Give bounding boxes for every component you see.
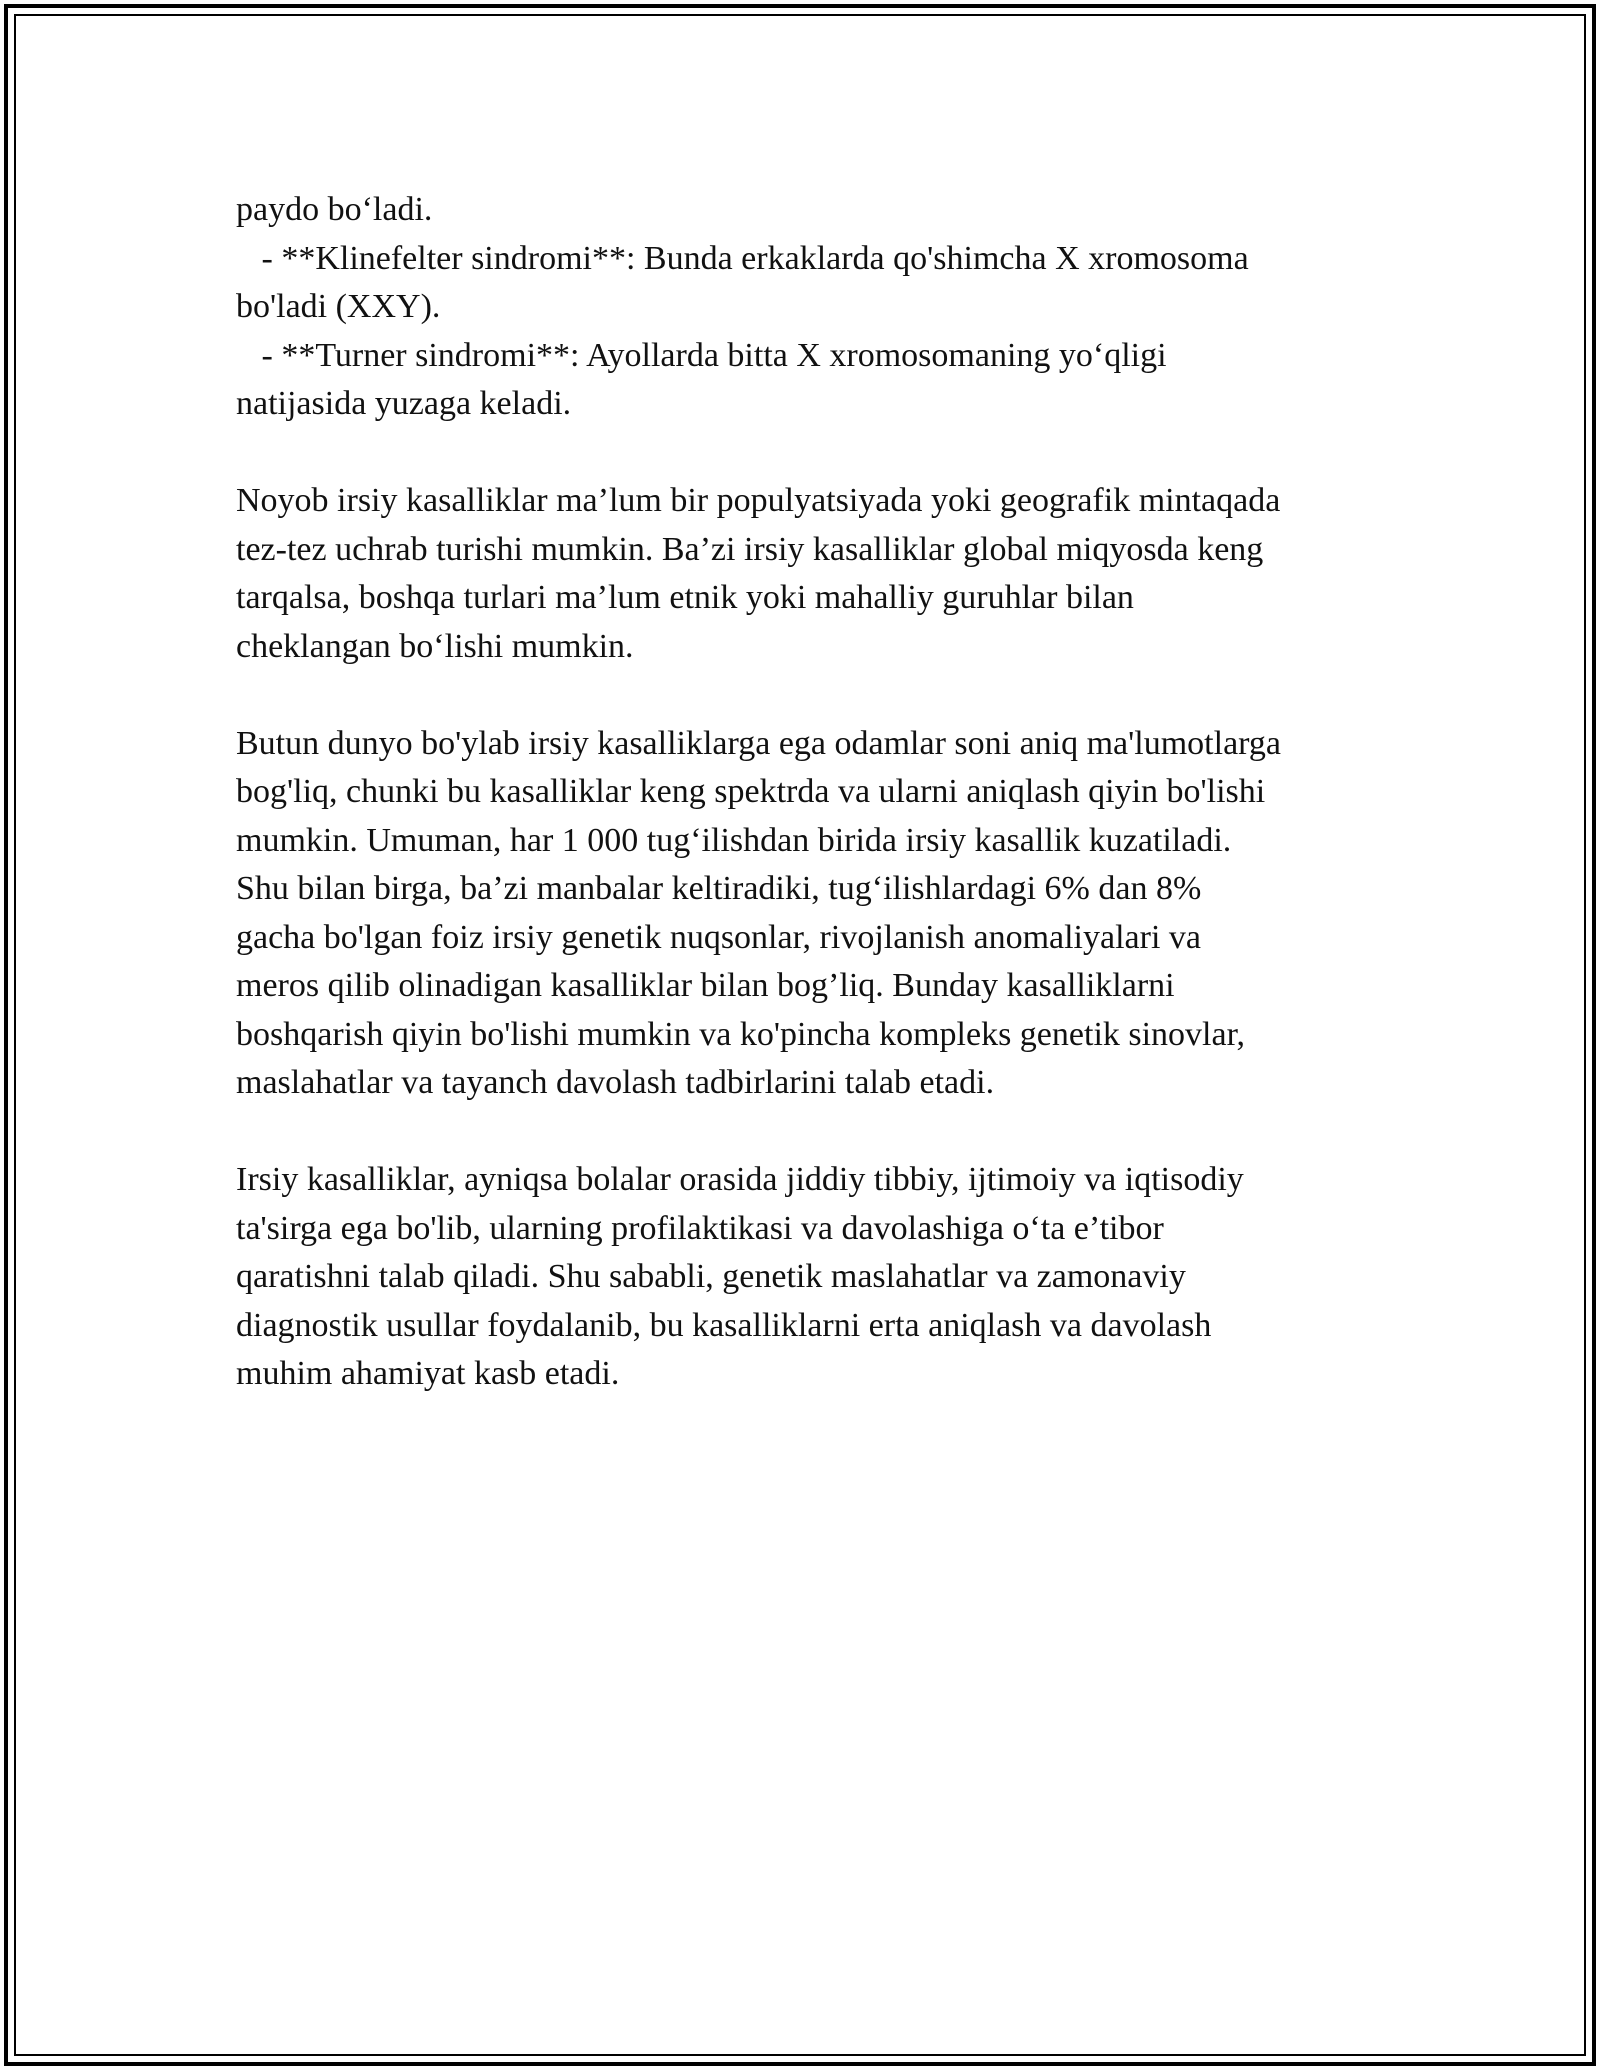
text-line: - **Klinefelter sindromi**: Bunda erkaklarda qo'shimcha X xromosoma <box>236 239 1249 277</box>
text-line: diagnostik usullar foydalanib, bu kasalliklarni erta aniqlash va davolash <box>236 1306 1212 1344</box>
text-line: Noyob irsiy kasalliklar ma’lum bir populyatsiyada yoki geografik mintaqada <box>236 482 1281 519</box>
text-line: muhim ahamiyat kasb etadi. <box>236 1355 620 1392</box>
text-line: paydo bo‘ladi. <box>236 191 433 228</box>
continuation-text <box>236 186 1396 235</box>
document-body <box>236 186 1396 1399</box>
text-line: gacha bo'lgan foiz irsiy genetik nuqsonlar, rivojlanish anomaliyalari va <box>236 918 1201 956</box>
paragraph-spacer <box>236 1108 1396 1157</box>
text-line: mumkin. Umuman, har 1 000 tug‘ilishdan birida irsiy kasallik kuzatiladi. <box>236 821 1232 859</box>
text-line: Irsiy kasalliklar, ayniqsa bolalar orasida jiddiy tibbiy, ijtimoiy va iqtisodiy <box>236 1161 1244 1198</box>
text-line: cheklangan bo‘lishi mumkin. <box>236 627 634 665</box>
paragraph-rare-diseases <box>236 477 1396 671</box>
text-line: bo'ladi (XXY). <box>236 288 441 325</box>
text-line: ta'sirga ega bo'lib, ularning profilaktikasi va davolashiga o‘ta e’tibor <box>236 1209 1164 1247</box>
text-line: bog'liq, chunki bu kasalliklar keng spektrda va ularni aniqlash qiyin bo'lishi <box>236 773 1266 810</box>
list-item-turner <box>236 332 1396 429</box>
paragraph-spacer <box>236 671 1396 720</box>
text-line: qaratishni talab qiladi. Shu sababli, genetik maslahatlar va zamonaviy <box>236 1258 1186 1295</box>
text-line: - **Turner sindromi**: Ayollarda bitta X xromosomaning yo‘qligi <box>236 336 1167 374</box>
text-line: tarqalsa, boshqa turlari ma’lum etnik yoki mahalliy guruhlar bilan <box>236 579 1134 616</box>
text-line: maslahatlar va tayanch davolash tadbirlarini talab etadi. <box>236 1064 995 1101</box>
text-line: Butun dunyo bo'ylab irsiy kasalliklarga ega odamlar soni aniq ma'lumotlarga <box>236 724 1281 762</box>
paragraph-impact <box>236 1156 1396 1399</box>
text-line: natijasida yuzaga keladi. <box>236 385 572 422</box>
paragraph-prevalence <box>236 720 1396 1108</box>
text-line: Shu bilan birga, ba’zi manbalar keltiradiki, tug‘ilishlardagi 6% dan 8% <box>236 870 1202 907</box>
paragraph-spacer <box>236 429 1396 478</box>
text-line: boshqarish qiyin bo'lishi mumkin va ko'pincha kompleks genetik sinovlar, <box>236 1015 1246 1053</box>
text-line: meros qilib olinadigan kasalliklar bilan bog’liq. Bunday kasalliklarni <box>236 967 1175 1004</box>
text-line: tez-tez uchrab turishi mumkin. Ba’zi irsiy kasalliklar global miqyosda keng <box>236 530 1264 568</box>
list-item-klinefelter <box>236 235 1396 332</box>
